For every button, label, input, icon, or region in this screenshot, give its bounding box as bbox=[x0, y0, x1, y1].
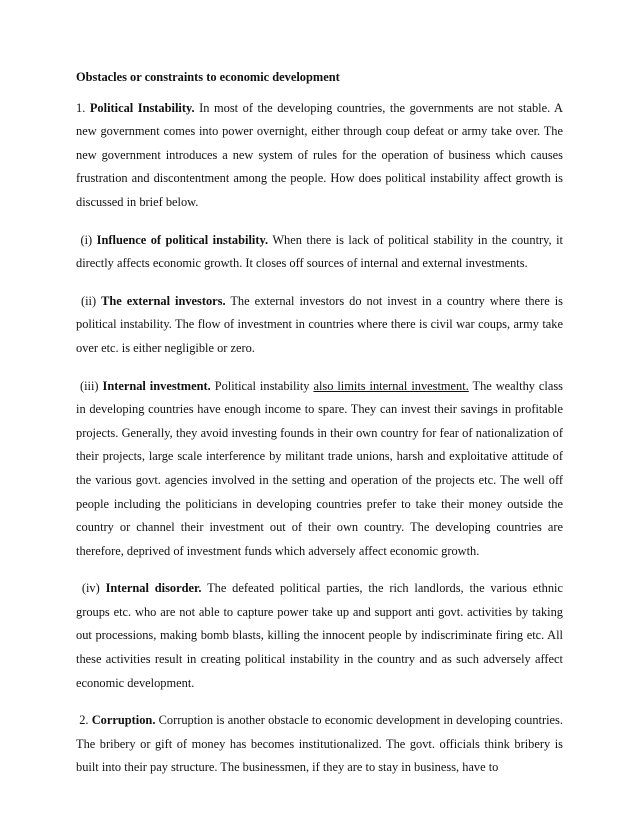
paragraph-title: Political Instability. bbox=[89, 100, 195, 115]
paragraph-number: (iv) bbox=[81, 581, 100, 596]
paragraph-text: Political instability bbox=[214, 378, 310, 393]
paragraph-number: 2. bbox=[79, 713, 89, 728]
paragraph-text: The defeated political parties, the rich landlords, the various ethnic groups etc. who are not able to capture power take up and support anti govt. activities by taking out processions, making bomb blasts, killing the innocent people by indiscriminate firing etc. All these activities result in creating political instability in the country and as such adversely affect economic development. bbox=[76, 581, 563, 690]
document-page bbox=[76, 66, 563, 794]
paragraph-internal-disorder bbox=[76, 577, 563, 695]
paragraph-number: (i) bbox=[80, 232, 93, 247]
paragraph-title: Internal disorder. bbox=[105, 581, 202, 596]
paragraph-corruption bbox=[76, 709, 563, 780]
paragraph-title: The external investors. bbox=[101, 293, 226, 308]
paragraph-political-instability bbox=[76, 97, 563, 215]
paragraph-number: 1. bbox=[76, 100, 86, 115]
paragraph-title: Influence of political instability. bbox=[96, 232, 269, 247]
paragraph-number: (ii) bbox=[80, 293, 97, 308]
paragraph-text: In most of the developing countries, the governments are not stable. A new government comes into power overnight, either through coup defeat or army take over. The new government introduces a new system of rules for the operation of business which causes frustration and discontentment among the people. How does political instability affect growth is discussed in brief below. bbox=[76, 100, 563, 209]
paragraph-text: When there is lack of political stability in the country, it directly affects economic growth. It closes off sources of internal and external investments. bbox=[76, 232, 563, 271]
paragraph-title: Corruption. bbox=[91, 713, 156, 728]
paragraph-influence-of-political-instability bbox=[76, 229, 563, 276]
paragraph-text: The external investors do not invest in a country where there is political instability. The flow of investment in countries where there is civil war coups, army take over etc. is either negligible or zero. bbox=[76, 293, 563, 355]
paragraph-text-continued: The wealthy class in developing countries have enough income to spare. They can invest their savings in profitable projects. Generally, they avoid investing founds in their own country for fear of nationalization of their projects, large scale interference by militant trade unions, harsh and exploitative attitude of the various govt. agencies involved in the setting and operation of the projects etc. The well off people including the politicians in developing countries prefer to take their money outside the country or channel their investment out of their own country. The developing countries are therefore, deprived of investment funds which adversely affect economic growth. bbox=[76, 378, 563, 558]
paragraph-title: Internal investment. bbox=[102, 378, 211, 393]
paragraph-external-investors bbox=[76, 290, 563, 361]
paragraph-number: (iii) bbox=[79, 378, 99, 393]
paragraph-text: Corruption is another obstacle to economic development in developing countries. The bribery or gift of money has becomes institutionalized. The govt. officials think bribery is built into their pay structure. The businessmen, if they are to stay in business, have to bbox=[76, 713, 563, 775]
underlined-text: also limits internal investment. bbox=[313, 378, 469, 393]
document-heading: Obstacles or constraints to economic development bbox=[76, 70, 340, 84]
paragraph-internal-investment bbox=[76, 375, 563, 564]
